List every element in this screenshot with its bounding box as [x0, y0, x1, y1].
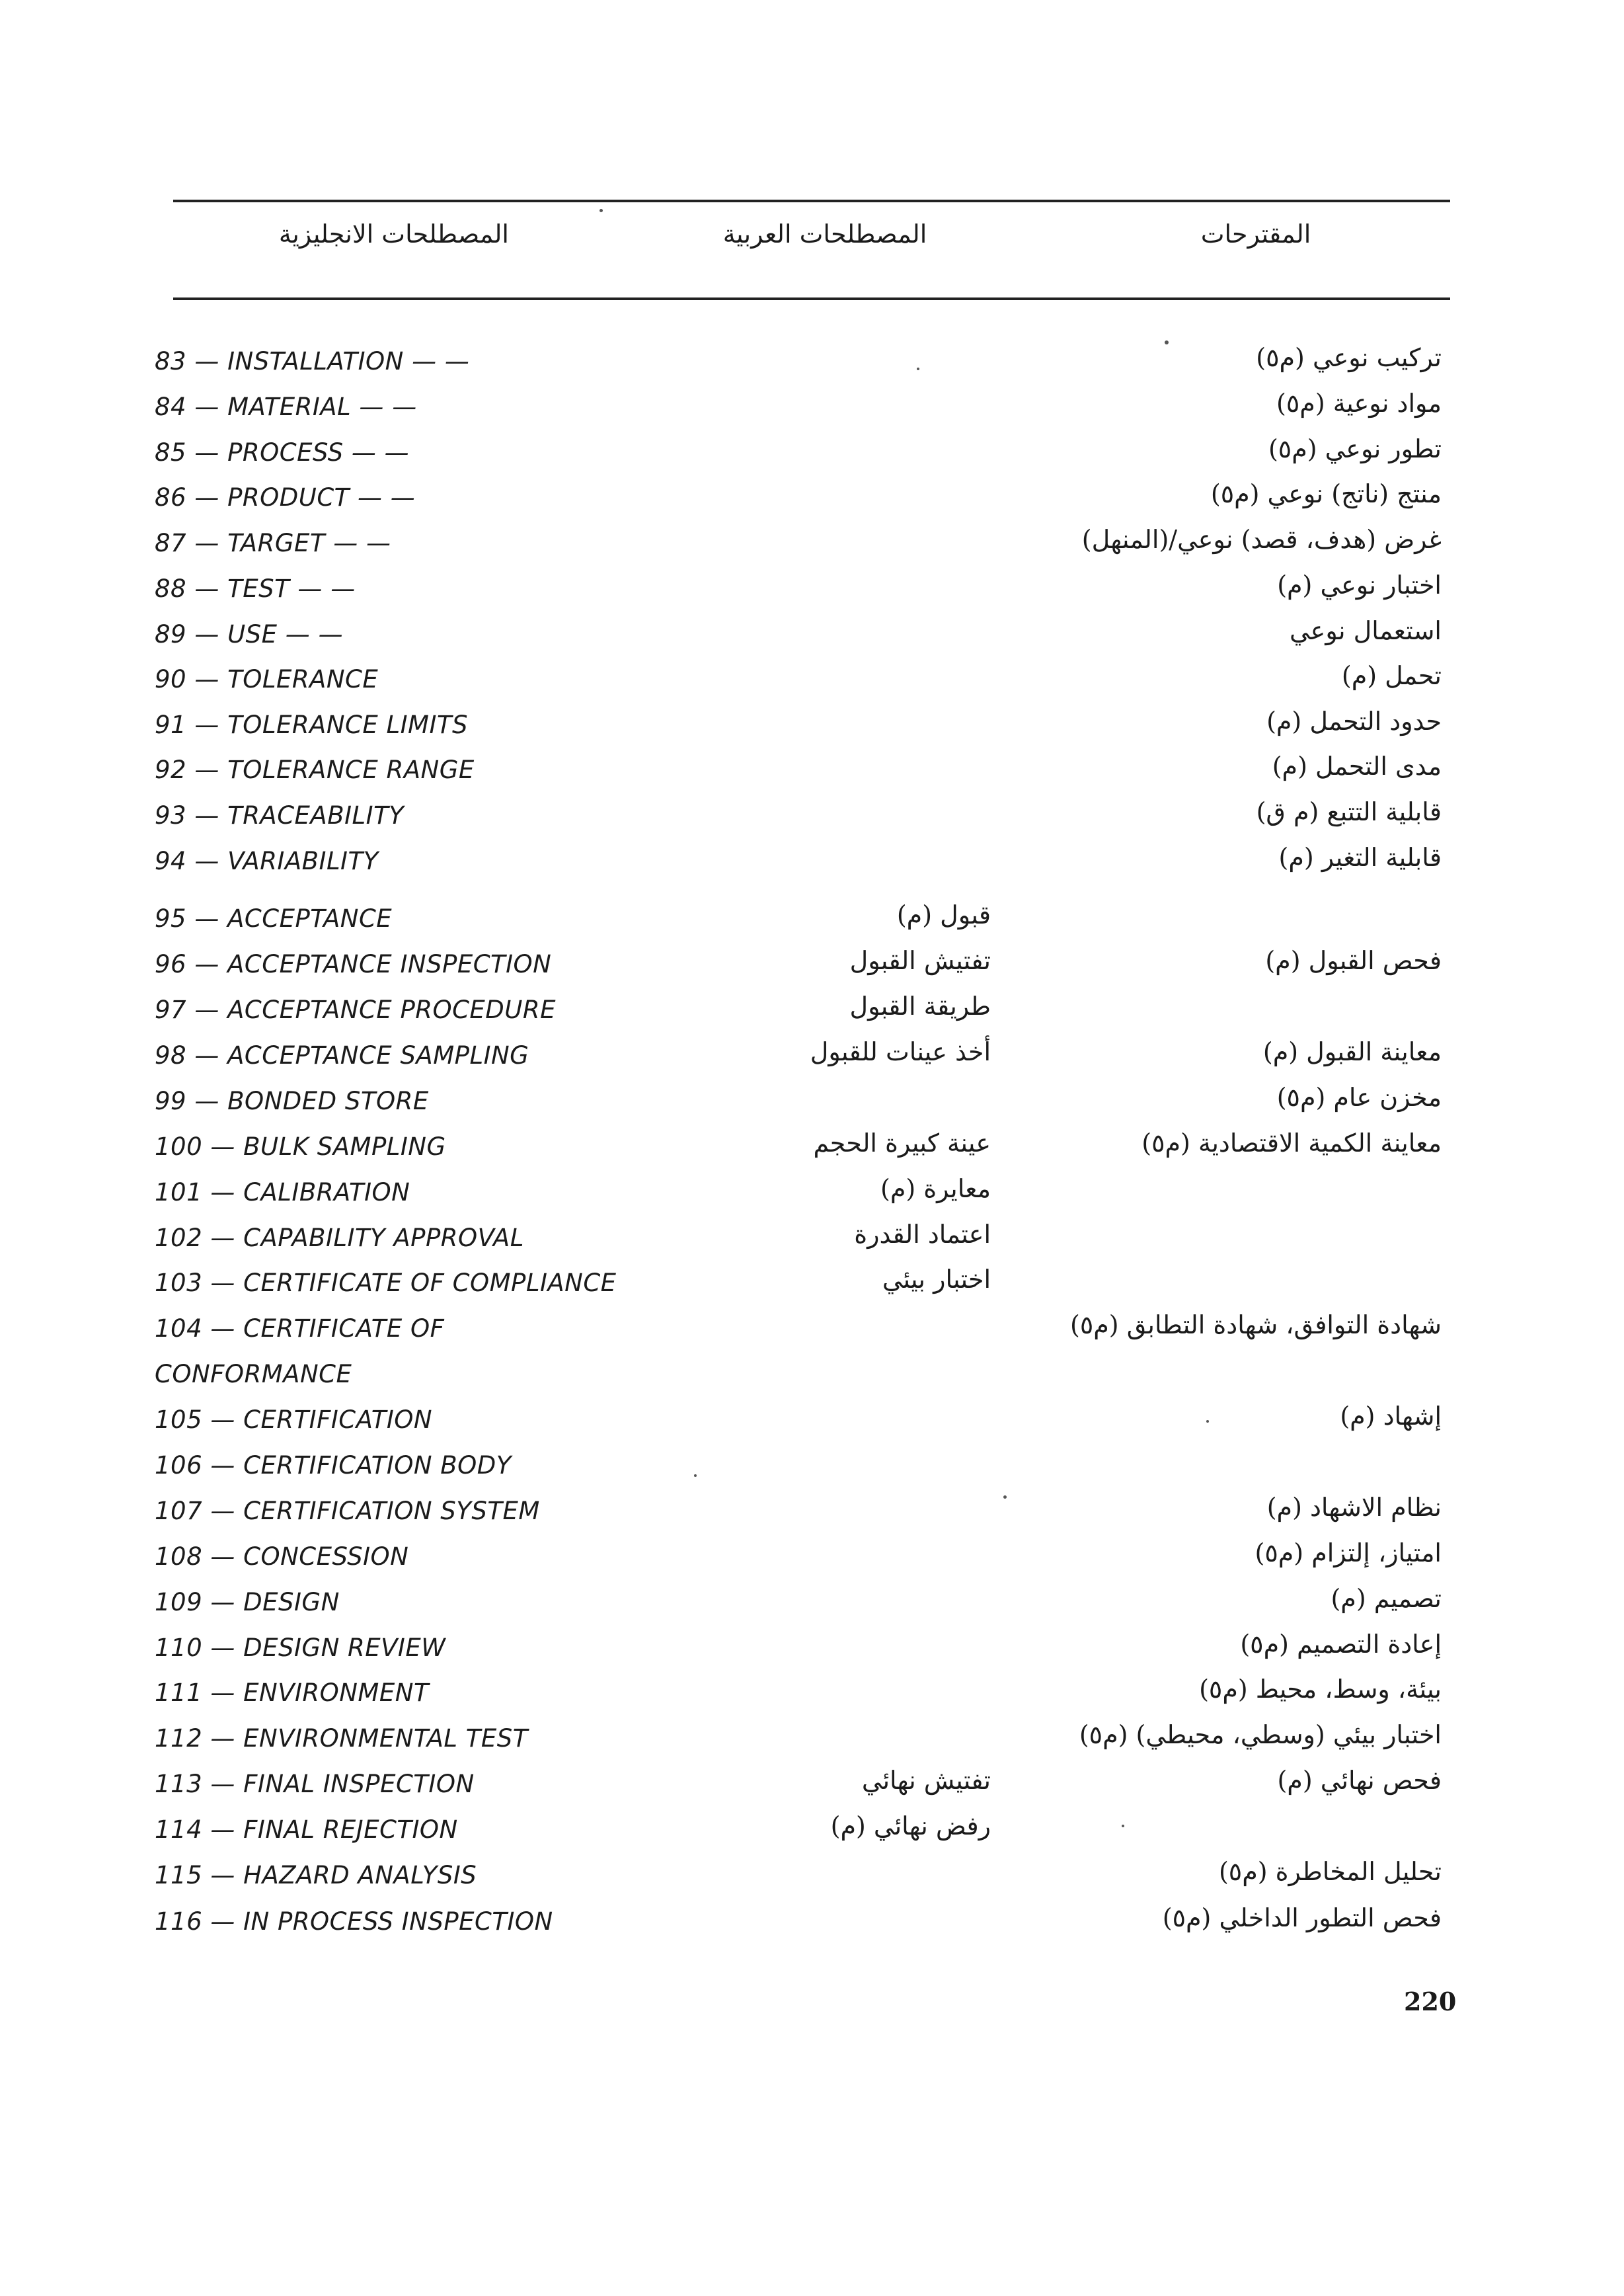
- glossary-row: [0, 1451, 1624, 1497]
- english-term: 85 — PROCESS — —: [155, 438, 410, 467]
- english-term: 100 — BULK SAMPLING: [155, 1132, 446, 1161]
- suggested-term: تصميم (م): [1331, 1584, 1442, 1613]
- scan-speck: [1122, 1825, 1124, 1827]
- glossary-row: [0, 1174, 1624, 1224]
- english-term: 113 — FINAL INSPECTION: [155, 1770, 475, 1798]
- english-term: 94 — VARIABILITY: [155, 847, 379, 875]
- english-term: 86 — PRODUCT — —: [155, 483, 416, 512]
- suggested-term: منتج (ناتج) نوعي (م٥): [1210, 479, 1442, 508]
- header-english-terms: المصطلحات الانجليزية: [278, 219, 509, 249]
- glossary-row: [0, 616, 1624, 666]
- arabic-term: أخذ عينات للقبول: [810, 1037, 991, 1066]
- english-term: 104 — CERTIFICATE OF: [155, 1314, 445, 1343]
- suggested-term: إشهاد (م): [1340, 1402, 1442, 1431]
- glossary-row: [0, 1493, 1624, 1542]
- glossary-row: [0, 1857, 1624, 1907]
- suggested-term: معاينة الكمية الاقتصادية (م٥): [1141, 1128, 1442, 1158]
- suggested-term: فحص القبول (م): [1265, 946, 1442, 975]
- glossary-row: [0, 1538, 1624, 1588]
- suggested-term: حدود التحمل (م): [1266, 707, 1442, 736]
- glossary-row: [0, 1584, 1624, 1634]
- glossary-row: [0, 1630, 1624, 1679]
- arabic-term: تفتيش نهائي: [861, 1766, 991, 1795]
- suggested-term: مخزن عام (م٥): [1276, 1083, 1442, 1112]
- english-term: 101 — CALIBRATION: [155, 1178, 410, 1207]
- suggested-term: استعمال نوعي: [1290, 616, 1442, 645]
- suggested-term: تطور نوعي (م٥): [1268, 434, 1442, 463]
- scan-speck: [1003, 1495, 1007, 1499]
- glossary-row: [0, 1720, 1624, 1770]
- header-top-rule: [173, 200, 1450, 202]
- english-term: 92 — TOLERANCE RANGE: [155, 756, 475, 784]
- english-term: 95 — ACCEPTANCE: [155, 904, 393, 933]
- english-term: 97 — ACCEPTANCE PROCEDURE: [155, 996, 556, 1024]
- english-term: 106 — CERTIFICATION BODY: [155, 1451, 512, 1480]
- glossary-row: [0, 707, 1624, 756]
- glossary-row: [0, 1310, 1624, 1360]
- english-term: 96 — ACCEPTANCE INSPECTION: [155, 950, 552, 978]
- glossary-row: [0, 1083, 1624, 1132]
- glossary-row: [0, 1675, 1624, 1724]
- arabic-term: رفض نهائي (م): [830, 1811, 991, 1841]
- suggested-term: غرض (هدف، قصد) نوعي/(المنهل): [1081, 525, 1442, 554]
- glossary-row: [0, 1220, 1624, 1269]
- glossary-row: [0, 843, 1624, 892]
- suggested-term: فحص نهائي (م): [1277, 1766, 1442, 1795]
- glossary-row: [0, 525, 1624, 574]
- english-term: 93 — TRACEABILITY: [155, 801, 405, 830]
- english-term: 84 — MATERIAL — —: [155, 393, 417, 421]
- glossary-row: [0, 571, 1624, 620]
- scan-speck: [599, 209, 603, 212]
- glossary-row: [0, 1037, 1624, 1087]
- suggested-term: امتياز، إلتزام (م٥): [1255, 1538, 1442, 1567]
- header-arabic-terms: المصطلحات العربية: [722, 219, 927, 249]
- arabic-term: معايرة (م): [880, 1174, 991, 1203]
- glossary-row: [0, 946, 1624, 996]
- english-term: 99 — BONDED STORE: [155, 1087, 429, 1115]
- glossary-row: [0, 343, 1624, 393]
- english-term: 105 — CERTIFICATION: [155, 1405, 433, 1434]
- english-term: 91 — TOLERANCE LIMITS: [155, 711, 468, 739]
- english-term: 109 — DESIGN: [155, 1588, 340, 1616]
- suggested-term: إعادة التصميم (م٥): [1240, 1630, 1442, 1659]
- scan-speck: [1206, 1420, 1209, 1423]
- scan-speck: [917, 368, 919, 370]
- suggested-term: اختبار نوعي (م): [1277, 571, 1442, 600]
- glossary-row: [0, 992, 1624, 1041]
- arabic-term: عينة كبيرة الحجم: [813, 1128, 991, 1158]
- english-term: 115 — HAZARD ANALYSIS: [155, 1861, 477, 1889]
- header-bottom-rule: [173, 297, 1450, 300]
- scan-speck: [1165, 340, 1169, 344]
- page-number: 220: [1404, 1987, 1457, 2016]
- english-term: 114 — FINAL REJECTION: [155, 1815, 458, 1844]
- suggested-term: شهادة التوافق، شهادة التطابق (م٥): [1070, 1310, 1442, 1339]
- arabic-term: اختبار بيئي: [882, 1265, 991, 1294]
- glossary-row: [0, 1766, 1624, 1815]
- english-term: 103 — CERTIFICATE OF COMPLIANCE: [155, 1269, 617, 1297]
- glossary-row: [0, 1265, 1624, 1314]
- glossary-row: [0, 1360, 1624, 1405]
- header-suggestions: المقترحات: [1200, 219, 1311, 249]
- suggested-term: تحليل المخاطرة (م٥): [1218, 1857, 1442, 1886]
- suggested-term: قابلية التغير (م): [1278, 843, 1442, 872]
- suggested-term: بيئة، وسط، محيط (م٥): [1199, 1675, 1442, 1704]
- suggested-term: مدى التحمل (م): [1272, 752, 1442, 781]
- english-term: 116 — IN PROCESS INSPECTION: [155, 1907, 553, 1936]
- english-term: 112 — ENVIRONMENTAL TEST: [155, 1724, 528, 1753]
- english-term: 90 — TOLERANCE: [155, 665, 379, 693]
- english-term: 107 — CERTIFICATION SYSTEM: [155, 1497, 540, 1525]
- arabic-term: طريقة القبول: [849, 992, 991, 1021]
- suggested-term: قابلية التتبع (م ق): [1256, 797, 1442, 826]
- glossary-row: [0, 389, 1624, 438]
- english-term: CONFORMANCE: [155, 1360, 352, 1388]
- glossary-row: [0, 752, 1624, 801]
- english-term: 110 — DESIGN REVIEW: [155, 1634, 446, 1662]
- scan-speck: [694, 1474, 697, 1477]
- english-term: 88 — TEST — —: [155, 574, 356, 603]
- english-term: 111 — ENVIRONMENT: [155, 1679, 430, 1707]
- suggested-term: تركيب نوعي (م٥): [1256, 343, 1442, 372]
- glossary-row: [0, 1128, 1624, 1178]
- glossary-row: [0, 1811, 1624, 1861]
- arabic-term: تفتيش القبول: [849, 946, 991, 975]
- english-term: 98 — ACCEPTANCE SAMPLING: [155, 1041, 529, 1070]
- english-term: 83 — INSTALLATION — —: [155, 347, 470, 376]
- english-term: 108 — CONCESSION: [155, 1542, 409, 1571]
- suggested-term: مواد نوعية (م٥): [1276, 389, 1442, 418]
- glossary-row: [0, 479, 1624, 529]
- glossary-row: [0, 434, 1624, 484]
- suggested-term: اختبار بيئي (وسطي، محيطي) (م٥): [1079, 1720, 1442, 1749]
- arabic-term: اعتماد القدرة: [854, 1220, 991, 1249]
- glossary-row: [0, 1903, 1624, 1953]
- glossary-row: [0, 1402, 1624, 1451]
- english-term: 102 — CAPABILITY APPROVAL: [155, 1224, 524, 1252]
- suggested-term: معاينة القبول (م): [1262, 1037, 1442, 1066]
- arabic-term: قبول (م): [896, 900, 991, 930]
- english-term: 87 — TARGET — —: [155, 529, 391, 557]
- suggested-term: فحص التطور الداخلي (م٥): [1162, 1903, 1442, 1932]
- glossary-row: [0, 900, 1624, 950]
- suggested-term: نظام الاشهاد (م): [1266, 1493, 1442, 1522]
- suggested-term: تحمل (م): [1341, 661, 1442, 690]
- english-term: 89 — USE — —: [155, 620, 344, 649]
- glossary-row: [0, 661, 1624, 711]
- glossary-row: [0, 797, 1624, 847]
